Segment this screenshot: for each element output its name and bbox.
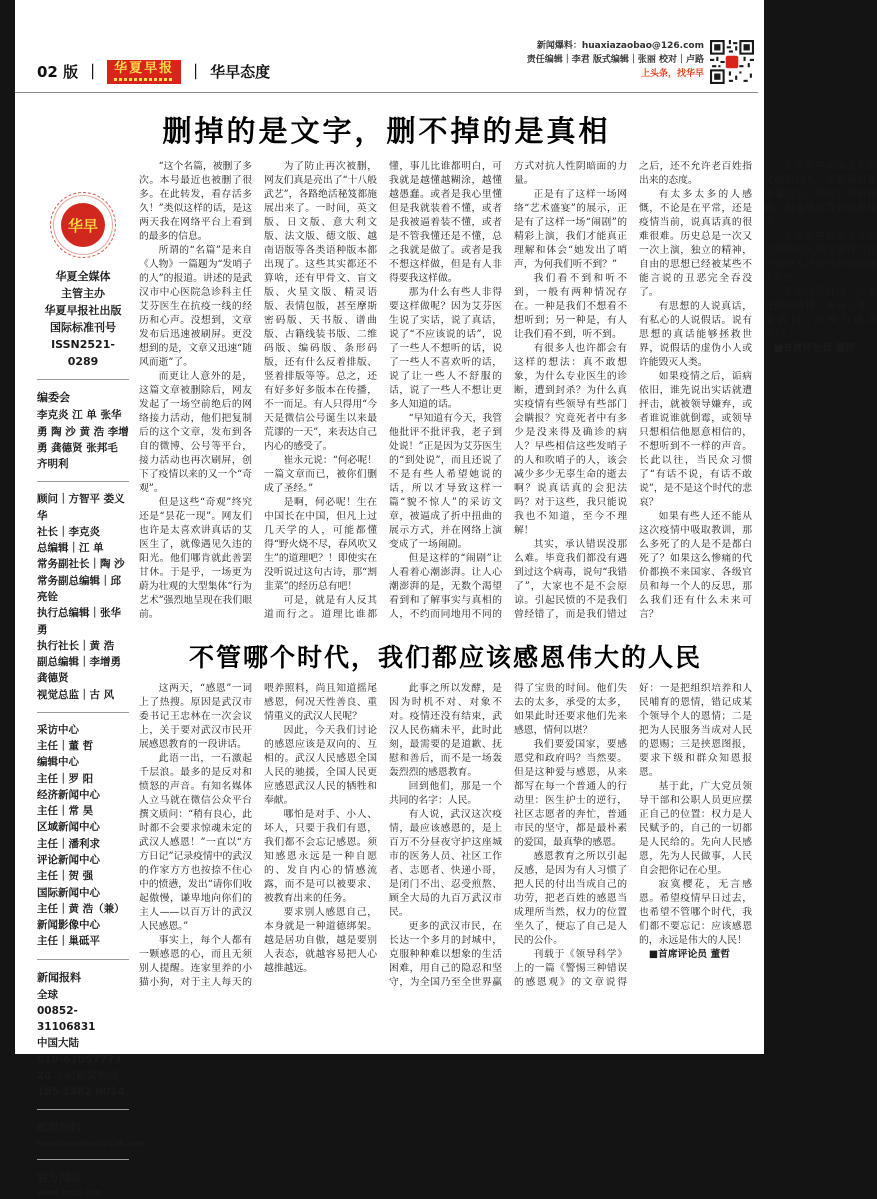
- sidebar-divider: [37, 959, 129, 960]
- sidebar-divider: [37, 1159, 129, 1160]
- department-line: 主任｜黄 浩（兼）: [37, 902, 125, 915]
- department-line: 国际新闻中心: [37, 886, 100, 899]
- publisher-info: [37, 268, 129, 370]
- department-line: 经济新闻中心: [37, 788, 100, 801]
- article2-paragraph: 事实上，每个人都有一颗感恩的心，而且无须别人提醒。连家里养的小猫小狗，对于主人每天的喂养照料，尚且知道摇尾感恩，何况天性善良、重情重义的武汉人民呢？: [139, 683, 377, 988]
- article2-paragraph: 此事之所以发酵，是因为时机不对、对象不对。疫情还没有结束，武汉人民伤痛未平，此时此刻，最需要的是道歉、抚慰和善后，而不是一场轰轰烈烈的感恩教育。: [389, 683, 502, 778]
- article2-paragraph: 哪怕是对手、小人、坏人，只要于我们有恩，我们都不会忘记感恩。须知感恩永远是一种自愿的、发自内心的情感流露，而不是可以被要求、被教育出来的任务。: [264, 809, 377, 904]
- content-area: [15, 154, 877, 1199]
- article2-paragraph: 刊载于《领导科学》上的一篇《警惕三种错误的感恩观》的文章说得好：一是把组织培养和人民哺育的恩情，错记成某个领导个人的恩情；二是把为人民服务当成对人民的恩赐；三是挟恩图报，要求下级和群众知恩报恩。: [514, 683, 752, 988]
- section-name: 华早态度: [210, 63, 271, 82]
- leadership-line: 视觉总监｜古 风: [37, 688, 115, 701]
- article1-paragraph: “这个名篇，被删了多次。本号最近也被删了很多。在此转发，看存活多久！”类似这样的话，是这两天我在网络平台上看到的最多的信息。: [139, 161, 252, 242]
- article1-paragraph: 有太多太多的人感慨，不论是在平常，还是疫情当前，说真话真的很难很难。历史总是一次又一次上演，独立的精神，自由的思想已经被某些不能言说的丑恶完全吞没了。: [639, 189, 752, 298]
- article2-paragraph: 感恩教育之所以引起反感，是因为有人习惯了把人民的付出当成自己的功劳，把老百姓的感恩当成理所当然，权力的位置坐久了，便忘了自己是人民的公仆。: [514, 851, 627, 946]
- article1-paragraph: 如果疫情之后，诟病依旧，谁先说出实话就遭抨击，就被领导嫌弃，或者谁说谁就倒霉，或领导只想相信他愿意相信的，不想听到不一样的声音。长此以往，当民众习惯了“有话不说，有话不敢说”，是不是这个时代的悲哀？: [639, 371, 752, 508]
- article2-headline: 不管哪个时代，我们都应该感恩伟大的人民: [188, 643, 702, 672]
- article2-paragraph: 要求别人感恩自己，本身就是一种道德绑架。越是居功自傲，越是要别人表态，就越容易把人心越推越远。: [264, 907, 377, 974]
- article1-paragraph: 如果有些人还不能从这次疫情中吸取教训，那么多死了的人是不是都白死了？如果这么惨痛的代价都换不来国家、各级官员和每一个人的反思，那么我们还有什么未来可言？: [639, 511, 752, 620]
- article2-paragraph: 我们要爱国家，要感恩党和政府吗？当然要。但是这种爱与感恩，从来都写在每一个普通人的行动里：医生护士的逆行，社区志愿者的奔忙，普通市民的坚守，都是最朴素的爱国，最真挚的感恩。: [514, 739, 627, 848]
- publisher-line: 主管主办: [61, 287, 105, 301]
- article1-paragraph: ■首席评论员 董哲: [773, 343, 856, 354]
- article1-paragraph: 崔永元说：“何必呢！一篇文章而已，被你们删成了圣经。”: [264, 455, 377, 494]
- leadership-list: [37, 491, 129, 702]
- article2-paragraph: 因此，今天我们讨论的感恩应该是双向的、互相的。武汉人民感恩全国人民的驰援，全国人民更应感恩武汉人民的牺牲和奉献。: [264, 725, 377, 806]
- page-header: [15, 0, 758, 84]
- leadership-line: 常务副社长｜陶 沙: [37, 558, 125, 571]
- leadership-line: 总编辑｜江 单: [37, 542, 104, 555]
- publisher-line: 华夏早报社出版: [44, 304, 122, 318]
- masthead-subtitle-bar: [114, 78, 174, 81]
- article1-paragraph: 希望那些动辄就去删文删帖的人，不要再以正能量之名，漠视亡者的伤痛，掩盖事实背后的真相了！: [764, 161, 877, 228]
- leadership-line: 社长｜李克炎: [37, 525, 100, 538]
- article1-paragraph: 我们看不到和听不到，一般有两种情况存在。一种是我们不想看不想听到；另一种是，有人让我们看不到，听不到。: [514, 273, 627, 340]
- sidebar-divider: [37, 481, 129, 482]
- news-hotline-title: 新闻报料: [37, 970, 81, 984]
- website-url: www.hxzb.org: [37, 1187, 102, 1197]
- department-line: 评论新闻中心: [37, 853, 100, 866]
- newspaper-seal-icon: [50, 192, 116, 258]
- article1-paragraph: 那为什么有些人非得要这样做呢？因为艾芬医生说了实话，说了真话，说了“不应该说的话”，说了一些人不想听的话，说了一些人不喜欢听的话，说了让一些人不舒服的话，说了一些人不想让更多人知道的话。: [389, 287, 502, 410]
- leadership-line: 副总编辑｜李增勇 龚德贤: [37, 656, 121, 685]
- article2-paragraph: 这两天，“感恩”一词上了热搜。原因是武汉市委书记王忠林在一次会议上，关于要对武汉市民开展感恩教育的一段讲话。: [139, 683, 252, 750]
- department-list: [37, 722, 129, 950]
- department-line: 主任｜常 昊: [37, 805, 94, 818]
- email-address: huaxiazaobao@126.com: [37, 1138, 146, 1148]
- official-website: [37, 1169, 129, 1199]
- department-line: 主任｜贺 强: [37, 870, 94, 883]
- hotline-line: 010-61057773: [37, 1053, 122, 1066]
- header-divider: [15, 92, 758, 93]
- separator: ｜: [85, 63, 101, 82]
- header-right: [527, 40, 754, 84]
- sidebar-divider: [37, 1109, 129, 1110]
- qr-code-icon: [710, 40, 754, 84]
- staff-line: 责任编辑｜李君 版式编辑｜张丽 校对｜卢路: [526, 54, 704, 65]
- article1-paragraph: 而更让人意外的是，这篇文章被删除后，网友发起了一场空前绝后的网络接力活动，他们把复制后的这个文章，发布到各自的微博、公号等平台，接力活动也再次刷屏，创下了疫情以来的又一个“奇观”。: [139, 371, 252, 494]
- department-line: 主任｜巢砥平: [37, 935, 100, 948]
- article1-paragraph: 是啊，何必呢！生在中国长在中国，但凡上过几天学的人，可能都懂得“野火烧不尽，春风吹又生”的道理吧？！即使实在没听说过这句古诗，那“割韭菜”的经历总有吧！: [264, 497, 377, 592]
- article1-body: [139, 160, 877, 622]
- website-title: 官方网站: [37, 1170, 81, 1184]
- article1-paragraph: 正是有了这样一场网络“艺术盛宴”的展示，正是有了这样一场“闹剧”的精彩上演，我们才能真正理解和体会“她发出了哨声，为何我们听不到？”: [514, 189, 627, 270]
- seal-characters: 华早: [61, 203, 105, 247]
- article2-paragraph: 更多的武汉市民，在长达一个多月的封城中，克服种种难以想象的生活困难，用自己的隐忍和坚守，为全国乃至全世界赢得了宝贵的时间。他们失去的太多，承受的太多，如果此时还要求他们先来感恩，情何以堪？: [389, 683, 627, 988]
- editorial-board: [37, 389, 129, 472]
- department-line: 主任｜董 哲: [37, 740, 94, 753]
- sidebar-divider: [37, 379, 129, 380]
- publisher-line: 华夏全媒体: [55, 270, 111, 283]
- page-number: 02 版: [37, 63, 79, 82]
- article1-paragraph: 但是这样的“闹剧”让人看着心潮澎湃。让人心潮澎湃的是，无数个渴望看到和了解事实与真相的人，不约而同地用不同的方式对抗人性阴暗面的力量。: [389, 161, 627, 620]
- department-line: 采访中心: [37, 723, 79, 736]
- publisher-line: ISSN2521-0289: [51, 338, 115, 369]
- header-info: [527, 40, 704, 82]
- article1-paragraph: 有思想的人说真话，有私心的人说假话。说有思想的真话能够拯救世界，说假话的虚伪小人或许能毁灭人类。: [639, 301, 752, 368]
- article2-paragraph: 有人说，武汉这次疫情，最应该感恩的，是上百万不分昼夜守护这座城市的医务人员、社区工作者、志愿者、快递小哥，是闭门不出、忍受煎熬、顾全大局的九百万武汉市民。: [389, 809, 502, 918]
- main-articles: [139, 154, 877, 1199]
- article2-paragraph: ■首席评论员 董哲: [648, 949, 731, 960]
- department-line: 主任｜潘利求: [37, 837, 100, 850]
- hotline-line: 00852-31106831: [37, 1004, 96, 1034]
- editorial-board-members: 李克炎 江 单 张华勇 陶 沙 黄 浩 李增勇 龚德贤 张邦毛 齐明利: [37, 409, 129, 471]
- editorial-board-title: 编委会: [37, 391, 70, 405]
- email-tip-title: 邮箱报料: [37, 1121, 81, 1135]
- article1-paragraph: 所谓的“名篇”是来自《人物》一篇题为“发哨子的人”的报道。讲述的是武汉市中心医院急诊科主任艾芬医生在抗疫一线的经历和心声。没想到，文章发布后迅速被刷屏。更没想到的是，文章又迅速“随风而逝”了。: [139, 245, 252, 368]
- article1-paragraph: 但是这些“奇观”终究还是“昙花一现”。网友们也许是太喜欢讲真话的艾医生了，就像遇见久违的阳光。他们哪肯就此善罢甘休。于是乎，一场更为蔚为壮观的大型集体“行为艺术”强烈地呈现在我们眼前。: [139, 497, 252, 620]
- leadership-line: 执行社长｜黄 浩: [37, 639, 115, 652]
- publisher-line: 国际标准刊号: [50, 321, 116, 335]
- article1-paragraph: 可是，就是有人反其道而行之。道理比谁都懂，事儿比谁都明白，可我就是越懂越糊涂，越懂越愚蠢。或者是我心里懂但是我就装着不懂，或者是我被逼着装不懂，或者是不管我懂还是不懂，总之我就是做了。或者是我不想这样做，但是有人非得要我这样做。: [264, 161, 502, 620]
- hotline-line: 185 1382 0014: [37, 1086, 125, 1099]
- header-left: [37, 60, 270, 84]
- hotline-line: 24 小时新闻热线: [37, 1069, 119, 1082]
- article1-paragraph: 希望那些惯常专注删文删帖的人把主要精力用在带领人民消灭新冠病毒上来吧！: [764, 231, 877, 284]
- article2-paragraph: 寂寞樱花，无言感恩。希望疫情早日过去，也希望不管哪个时代，我们都不要忘记：应该感恩的，永远是伟大的人民！: [639, 879, 752, 946]
- separator: ｜: [188, 63, 204, 82]
- article2-paragraph: 回到他们，那是一个共同的名字：人民。: [389, 781, 502, 806]
- article1-paragraph: 其实，承认错误没那么难。毕竟我们都没有遇到过这个病毒，说句“我错了”，大家也不是不会原谅。引起民愤的不是我们曾经错了，而是我们错过之后，还不允许老百姓指出来的态度。: [514, 161, 752, 620]
- department-line: 新闻影像中心: [37, 919, 100, 932]
- email-tip: [37, 1119, 146, 1149]
- article2-paragraph: 此语一出，一石激起千层浪。最多的是反对和愤怒的声音。有知名媒体人立马就在微信公众平台撰文质问：“稍有良心，此时都不会要求惊魂未定的武汉人感恩！”一直以“方方日记”记录疫情中的武汉的作家方方也按捺不住心中的愤懑，发出“请你们收起傲慢，谦卑地向你们的主人——以百万计的武汉人民感恩。”: [139, 753, 252, 932]
- masthead-title: 华夏早报: [114, 60, 175, 76]
- department-line: 主任｜罗 阳: [37, 772, 94, 785]
- article1-paragraph: 为了防止再次被删，网友们真是亮出了“十八般武艺”，各路绝活秘笈都施展出来了。一时间，英文版、日文版、意大利文版、法文版、德文版、越南语版等各类语种版本都出现了。这些其实都还不算啥，还有甲骨文、盲文版、火星文版、精灵语版、表情包版，甚至摩斯密码版、天书版、谱曲版、古籍线装书版、二维码版、编码版、条形码版，还有什么反着排版、竖着排版等等。总之，还有好多好多版本在传播，不一而足。有人只得用“今天是微信公号诞生以来最荒谬的一天”，来表达自己内心的感受了。: [264, 161, 377, 452]
- sidebar-publication-info: [37, 188, 146, 1199]
- leadership-line: 顾问｜方智平 娄义华: [37, 493, 125, 522]
- article1-paragraph: 希望经历过这一次新冠肺炎疫情，所有人都不要再问“丧钟为谁而鸣”了！: [764, 287, 877, 340]
- news-tip-line: 新闻爆料：huaxiazaobao@126.com: [536, 41, 704, 51]
- hotline-line: 全球: [37, 988, 58, 1001]
- leadership-line: 常务副总编辑｜邱亮铨: [37, 574, 121, 603]
- article1-paragraph: “早知道有今天，我管他批评不批评我，老子到处说！”正是因为艾芬医生的“到处说”，而且还说了不是有些人希望她说的话，所以才导致这样一篇“貌不惊人”的采访文章，被逼成了折中扭曲的展示方式，并在网络上演变成了一场闹剧。: [389, 413, 502, 550]
- leadership-line: 执行总编辑｜张华勇: [37, 607, 121, 636]
- slogan: 上头条，找华早: [640, 68, 704, 79]
- department-line: 区域新闻中心: [37, 821, 100, 834]
- article2-paragraph: 基于此，广大党员领导干部和公职人员更应摆正自己的位置：权力是人民赋予的，自己的一切都是人民给的。先向人民感恩，先为人民做事，人民自会把你记在心里。: [639, 781, 752, 876]
- article1-headline: 删掉的是文字，删不掉的是真相: [162, 114, 611, 148]
- newspaper-page: [15, 0, 877, 1197]
- news-hotline: [37, 969, 129, 1101]
- masthead-logo: [107, 60, 181, 84]
- article1-paragraph: 有很多人也许都会有这样的想法：真不敢想象，为什么专业医生的诊断，遭到封杀？为什么真实疫情有些领导有些部门会瞒报？究竟死者中有多少是没来得及确诊的病人？早些相信这些发哨子的人和吹哨子的人，该会减少多少无辜生命的逝去啊？说真话真的会犯法吗？对于这些，我只能说我也不知道，至今不理解！: [514, 343, 627, 536]
- article2-body: [139, 682, 752, 1078]
- department-line: 编辑中心: [37, 756, 79, 769]
- hotline-line: 中国大陆: [37, 1037, 79, 1050]
- sidebar-divider: [37, 712, 129, 713]
